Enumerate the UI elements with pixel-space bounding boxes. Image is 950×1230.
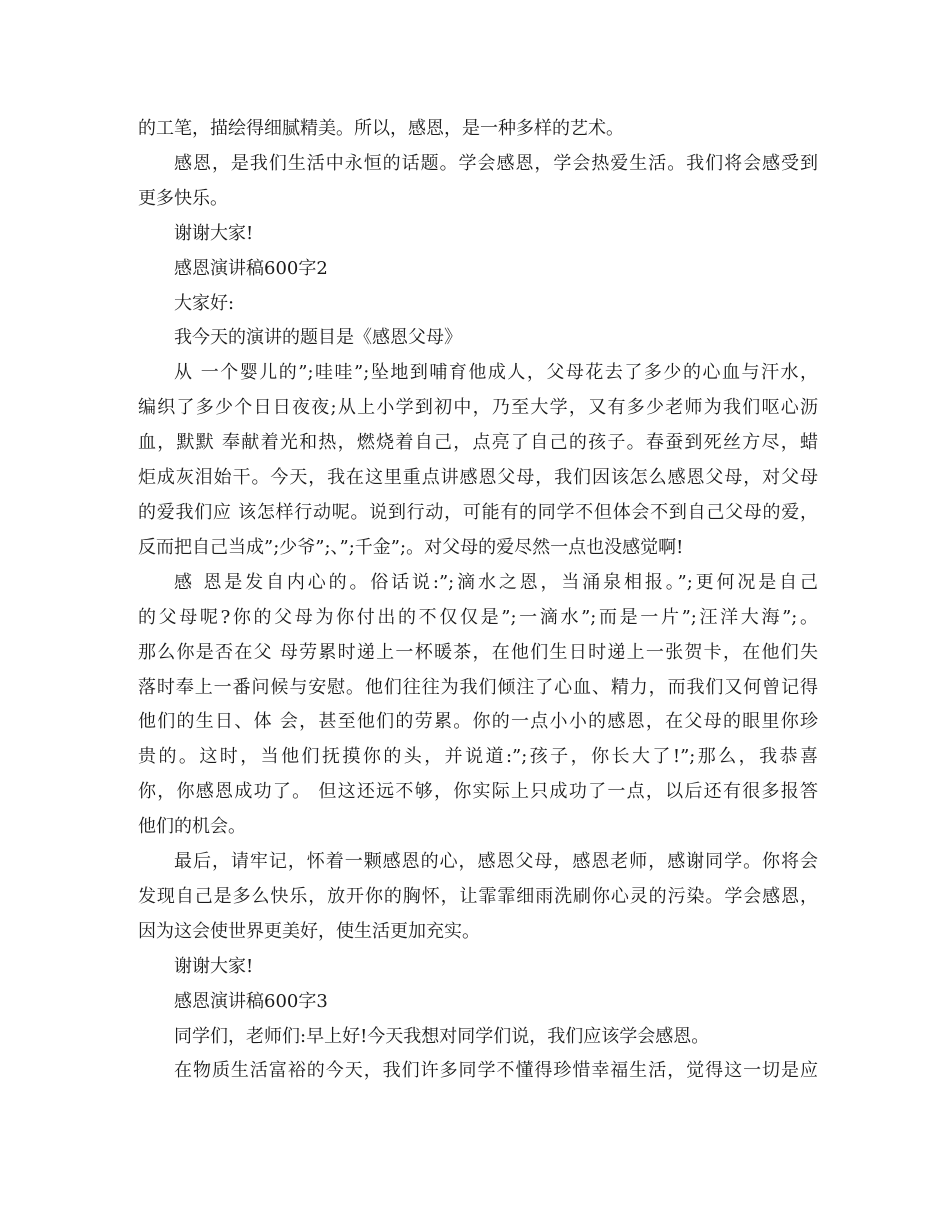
text-line: 更多快乐。	[138, 187, 228, 209]
text-line: 反而把自己当成”;少爷”;、”;千金”;。对父母的爱尽然一点也没感觉啊!	[138, 536, 684, 558]
text-line: 他们的机会。	[138, 816, 246, 838]
text-line: 在物质生活富裕的今天，我们许多同学不懂得珍惜幸福生活，觉得这一切是应	[174, 1060, 818, 1082]
text-line: 编织了多少个日日夜夜;从上小学到初中，乃至大学，又有多少老师为我们呕心沥	[138, 397, 818, 419]
text-line: 落时奉上一番问候与安慰。他们往往为我们倾注了心血、精力，而我们又何曾记得	[138, 676, 818, 698]
text-line: 同学们，老师们:早上好!今天我想对同学们说，我们应该学会感恩。	[174, 1025, 710, 1047]
text-line: 感恩演讲稿600字3	[174, 990, 328, 1012]
text-line: 那么你是否在父 母劳累时递上一杯暖茶，在他们生日时递上一张贺卡，在他们失	[138, 641, 818, 663]
text-line: 感恩演讲稿600字2	[174, 257, 328, 279]
text-line: 谢谢大家!	[174, 955, 254, 977]
text-line: 你，你感恩成功了。 但这还远不够，你实际上只成功了一点，以后还有很多报答	[138, 781, 818, 803]
text-line: 的父母呢?你的父母为你付出的不仅仅是”;一滴水”;而是一片”;汪洋大海”;。	[138, 606, 818, 628]
text-line: 血，默默 奉献着光和热，燃烧着自己，点亮了自己的孩子。春蚕到死丝方尽，蜡	[138, 432, 818, 454]
text-line: 从 一个婴儿的”;哇哇”;坠地到哺育他成人，父母花去了多少的心血与汗水，	[174, 362, 818, 384]
document-page	[138, 112, 818, 1089]
text-line: 感恩，是我们生活中永恒的话题。学会感恩，学会热爱生活。我们将会感受到	[174, 152, 818, 174]
text-line: 他们的生日、体 会，甚至他们的劳累。你的一点小小的感恩，在父母的眼里你珍	[138, 711, 818, 733]
text-line: 谢谢大家!	[174, 222, 254, 244]
text-line: 的爱我们应 该怎样行动呢。说到行动，可能有的同学不但体会不到自己父母的爱，	[138, 501, 818, 523]
text-line: 因为这会使世界更美好，使生活更加充实。	[138, 920, 480, 942]
text-line: 炬成灰泪始干。今天，我在这里重点讲感恩父母，我们因该怎么感恩父母，对父母	[138, 467, 818, 489]
text-line: 感 恩是发自内心的。俗话说:”;滴水之恩，当涌泉相报。”;更何况是自己	[174, 571, 818, 593]
text-line: 最后，请牢记，怀着一颗感恩的心，感恩父母，感恩老师，感谢同学。你将会	[174, 851, 818, 873]
text-line: 的工笔，描绘得细腻精美。所以，感恩，是一种多样的艺术。	[138, 118, 624, 139]
text-line: 我今天的演讲的题目是《感恩父母》	[174, 327, 462, 349]
text-line: 发现自己是多么快乐，放开你的胸怀，让霏霏细雨洗刷你心灵的污染。学会感恩，	[138, 885, 818, 907]
text-line: 大家好:	[174, 292, 235, 314]
text-line: 贵的。这时，当他们抚摸你的头，并说道:”;孩子，你长大了!”;那么，我恭喜	[138, 746, 818, 768]
document-body	[138, 112, 818, 1089]
